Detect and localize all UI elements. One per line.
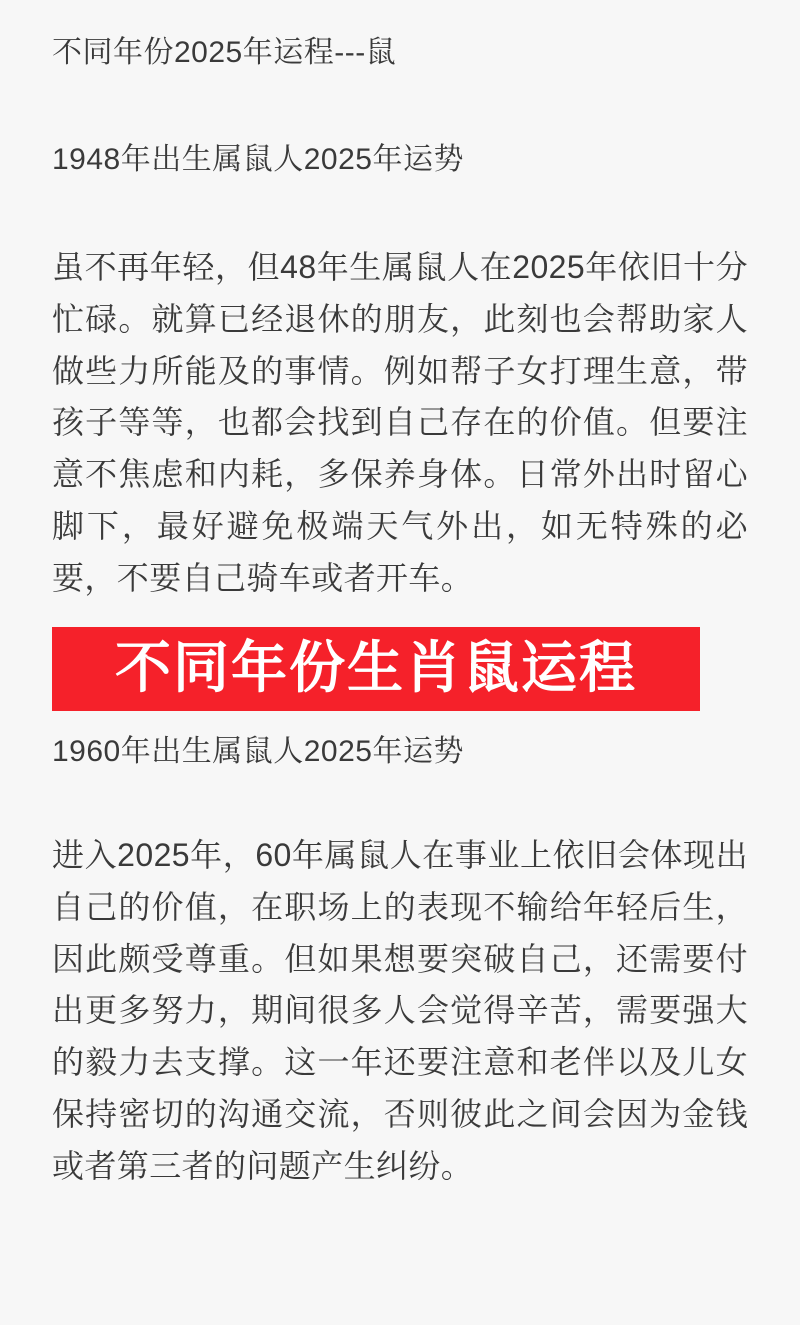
section-body-1948: 虽不再年轻，但48年生属鼠人在2025年依旧十分忙碌。就算已经退休的朋友，此刻也会帮助家人做些力所能及的事情。例如帮子女打理生意，带孩子等等，也都会找到自己存在的价值。但要注意不焦虑和内耗，多保养身体。日常外出时留心脚下，最好避免极端天气外出，如无特殊的必要，不要自己骑车或者开车。 [52, 249, 748, 596]
spacer [52, 75, 748, 137]
banner-text: 不同年份生肖鼠运程 [115, 635, 637, 699]
banner [52, 627, 700, 711]
section-body-1960: 进入2025年，60年属鼠人在事业上依旧会体现出自己的价值，在职场上的表现不输给年轻后生，因此颇受尊重。但如果想要突破自己，还需要付出更多努力，期间很多人会觉得辛苦，需要强大的毅力去支撑。这一年还要注意和老伴以及儿女保持密切的沟通交流，否则彼此之间会因为金钱或者第三者的问题产生纠纷。 [52, 836, 748, 1184]
page-title: 不同年份2025年运程---鼠 [52, 36, 397, 69]
spacer [52, 774, 748, 830]
section-heading-1960: 1960年出生属鼠人2025年运势 [52, 734, 464, 768]
spacer [52, 182, 748, 242]
section-heading-1948: 1948年出生属鼠人2025年运势 [52, 143, 464, 176]
